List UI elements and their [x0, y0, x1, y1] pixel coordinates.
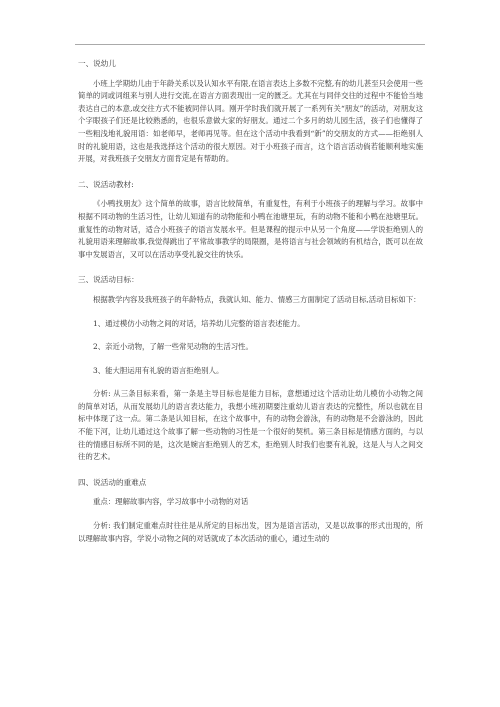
section-4-heading: 四、说活动的重难点	[78, 477, 147, 487]
section-1-heading: 一、说幼儿	[78, 59, 116, 68]
key-point: 重点：理解故事内容，学习故事中小动物的对话	[93, 497, 249, 507]
section-2-paragraph: 《小鸭找朋友》这个简单的故事，语言比较简单，有重复性，有利于小班孩子的理解与学习。故事中根据不同动物的生活习性，让幼儿知道有的动物能和小鸭在池塘里玩，有的动物不能和小鸭在池塘里玩。重复性的动物对话，适合小班孩子的语言发展水平。但是课程的提示中从另一个角度——学说拒绝别人的礼貌用语来理解故事,我觉得跳出了平常故事教学的局限圈，是将语言与社会领域的有机结合，既可以在故事中发展语言，又可以在活动享受礼貌交往的快乐。	[78, 199, 423, 259]
header-rule	[75, 44, 425, 45]
section-1-paragraph: 小班上学期幼儿由于年龄关系以及认知水平有限,在语言表达上多数不完整,有的幼儿甚至只会使用一些简单的词或词组来与别人进行交流,在语言方面表现出一定的匮乏。尤其在与同伴交往的过程中不能恰当地表达自己的本意,或交往方式不能被同伴认同。刚开学时我们就开展了一系列有关“朋友”的活动，对朋友这个字眼孩子们还是比较熟悉的，也很乐意做大家的好朋友。通过二个多月的幼儿园生活，孩子们也懂得了一些粗浅地礼貌用语：如老师早，老师再见等。但在这个活动中我看到“新”的交朋友的方式——拒绝别人时的礼貌用语，这也是我选择这个活动的很大原因。对于小班孩子而言，这个语言活动倘若能顺利地实施开展，对我班孩子交朋友方面肯定是有帮助的。	[78, 78, 423, 164]
goal-3: 3、能大胆运用有礼貌的语言拒绝别人。	[93, 365, 224, 375]
key-point-analysis: 分析: 我们制定重难点时往往是从所定的目标出发，因为是语言活动，又是以故事的形式出现的，所以理解故事内容，学说小动物之间的对话就成了本次活动的重心，通过生动的	[78, 521, 423, 543]
section-2-heading: 二、说活动教材:	[78, 179, 134, 189]
goal-2: 2、亲近小动物，了解一些常见动物的生活习性。	[93, 342, 253, 352]
goal-1: 1、通过模仿小动物之间的对话，培养幼儿完整的语言表述能力。	[93, 318, 305, 328]
document-body	[78, 58, 423, 545]
section-3-heading: 三、说活动目标：	[78, 275, 139, 285]
goals-analysis: 分析: 从三条目标来看，第一条是主导目标也是能力目标，意想通过这个活动让幼儿模仿小动物之间的简单对话，从而发展幼儿的语言表达能力，我想小班初期要注重幼儿语言表达的完整性，所以也就在目标中体现了这一点。第二条是认知目标，在这个故事中，有的动物会游泳，有的动物是不会游泳的，因此不能下河，让幼儿通过这个故事了解一些动物的习性是一个很好的契机。第三条目标是情感方面的，与以往的情感目标所不同的是，这次是婉言拒绝别人的艺术，拒绝别人时我们也要有礼貌，这是人与人之间交往的艺术。	[78, 389, 423, 462]
section-3-intro: 根据教学内容及我班孩子的年龄特点，我就认知、能力、情感三方面制定了活动目标,活动目标如下：	[93, 294, 421, 304]
